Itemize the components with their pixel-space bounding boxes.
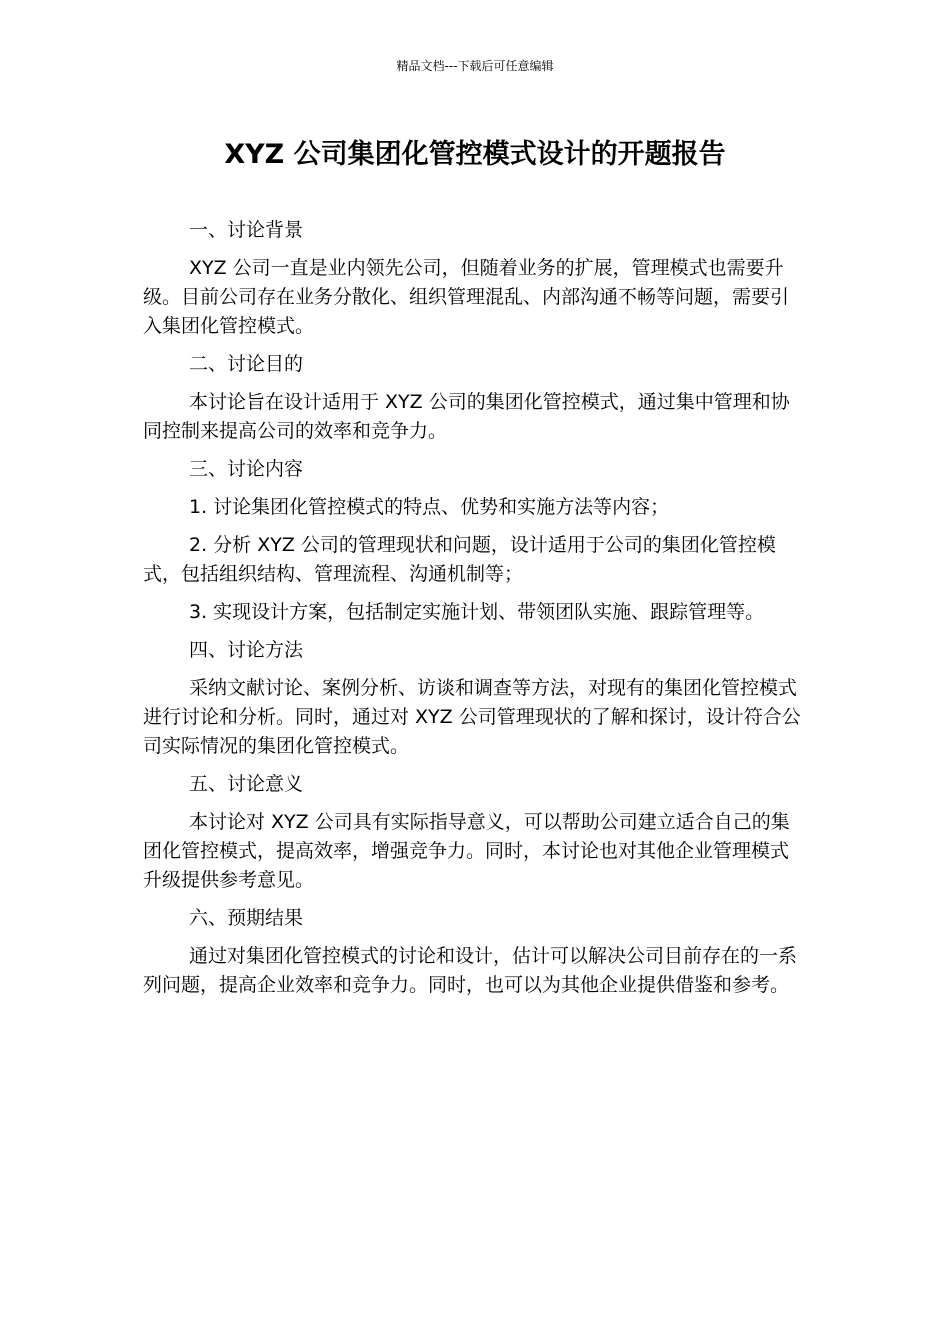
- section-paragraph-background: XYZ 公司一直是业内领先公司，但随着业务的扩展，管理模式也需要升级。目前公司存在业务分散化、组织管理混乱、内部沟通不畅等问题，需要引入集团化管控模式。: [143, 257, 790, 337]
- section-paragraph-method: 采纳文献讨论、案例分析、访谈和调查等方法，对现有的集团化管控模式进行讨论和分析。同时，通过对 XYZ 公司管理现状的了解和探讨，设计符合公司实际情况的集团化管控模式。: [143, 677, 801, 757]
- content-list-item-2: 2. 分析 XYZ 公司的管理现状和问题，设计适用于公司的集团化管控模式，包括组织结构、管理流程、沟通机制等；: [143, 534, 776, 585]
- section-paragraph-expected-results: 通过对集团化管控模式的讨论和设计，估计可以解决公司目前存在的一系列问题，提高企业效率和竞争力。同时，也可以为其他企业提供借鉴和参考。: [143, 945, 798, 996]
- document-body: [143, 216, 807, 1009]
- section-heading-background: 一、讨论背景: [189, 219, 304, 241]
- section-heading-expected-results: 六、预期结果: [189, 907, 304, 929]
- content-list-item-3: 3. 实现设计方案，包括制定实施计划、带领团队实施、跟踪管理等。: [189, 601, 765, 623]
- document-title: XYZ 公司集团化管控模式设计的开题报告: [224, 139, 726, 170]
- section-heading-content: 三、讨论内容: [189, 458, 304, 480]
- page-header: 精品文档---下载后可任意编辑: [396, 59, 554, 73]
- section-heading-method: 四、讨论方法: [189, 639, 304, 661]
- section-paragraph-purpose: 本讨论旨在设计适用于 XYZ 公司的集团化管控模式，通过集中管理和协同控制来提高公司的效率和竞争力。: [143, 391, 790, 442]
- section-heading-significance: 五、讨论意义: [189, 773, 304, 795]
- content-list-item-1: 1. 讨论集团化管控模式的特点、优势和实施方法等内容；: [189, 496, 670, 518]
- section-paragraph-significance: 本讨论对 XYZ 公司具有实际指导意义，可以帮助公司建立适合自己的集团化管控模式，提高效率，增强竞争力。同时，本讨论也对其他企业管理模式升级提供参考意见。: [143, 811, 790, 891]
- section-heading-purpose: 二、讨论目的: [189, 353, 304, 375]
